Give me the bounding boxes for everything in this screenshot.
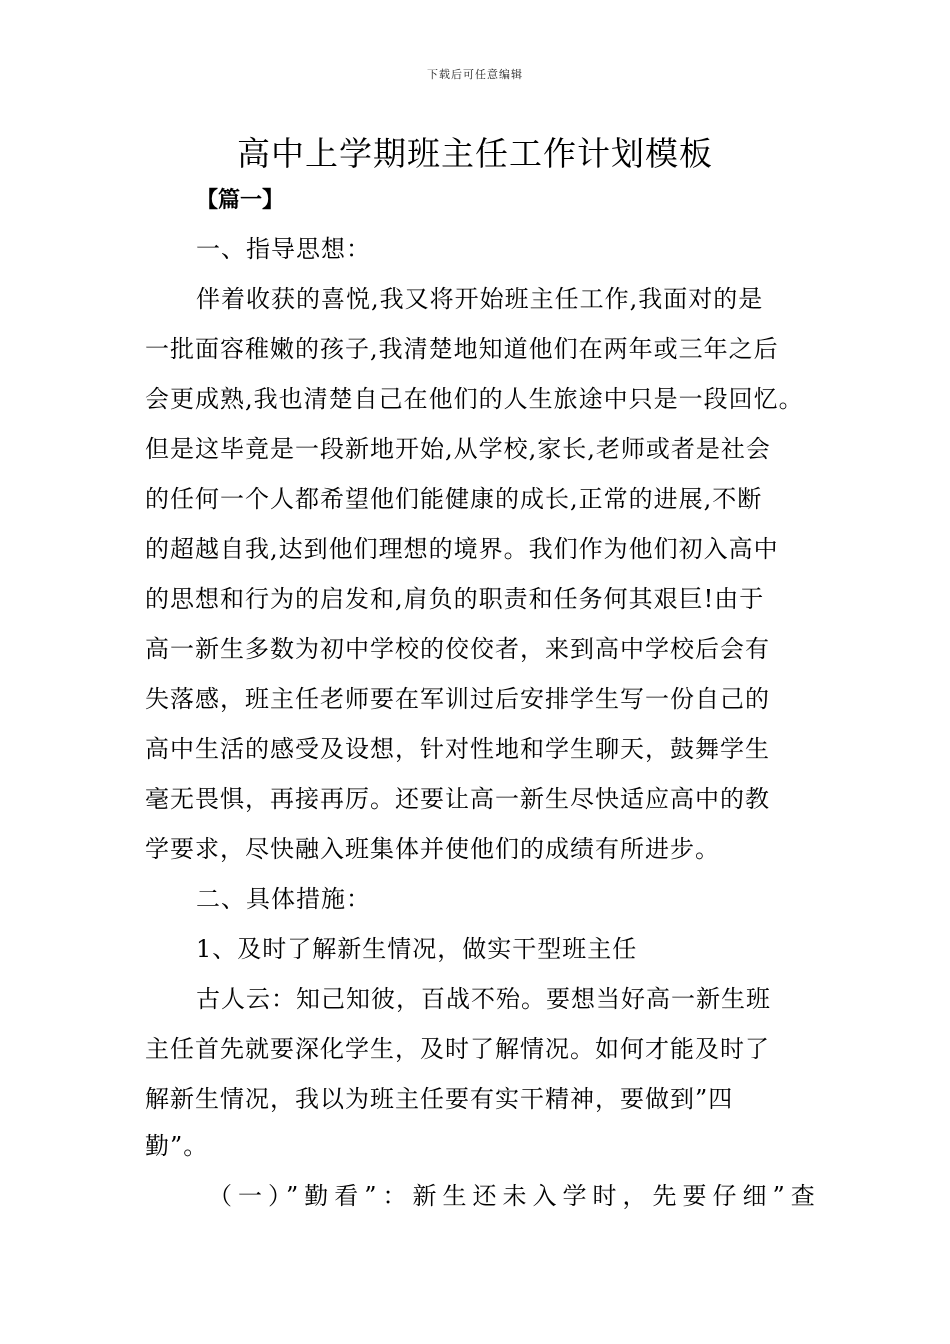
paragraph-line: （一）”勤看”：新生还未入学时，先要仔细”查 [208,1182,821,1210]
paragraph-line: 主任首先就要深化学生，及时了解情况。如何才能及时了 [145,1035,770,1063]
paragraph-line: 学要求，尽快融入班集体并使他们的成绩有所进步。 [145,835,720,863]
heading-guiding-thought: 一、指导思想： [196,235,371,263]
paragraph-line: 高中生活的感受及设想，针对性地和学生聊天，鼓舞学生 [145,735,770,763]
paragraph-line: 的思想和行为的启发和,肩负的职责和任务何其艰巨!由于 [145,585,765,613]
section-tag: 【篇一】 [196,187,285,213]
paragraph-line: 会更成熟,我也清楚自己在他们的人生旅途中只是一段回忆。 [145,385,804,413]
paragraph-line: 高一新生多数为初中学校的佼佼者，来到高中学校后会有 [145,635,770,663]
paragraph-line: 古人云：知己知彼，百战不殆。要想当好高一新生班 [196,985,771,1013]
header-note: 下载后可任意编辑 [427,68,523,81]
subheading-understand-students: 1、及时了解新生情况，做实干型班主任 [196,935,638,963]
heading-specific-measures: 二、具体措施： [196,885,371,913]
paragraph-line: 勤”。 [145,1132,209,1160]
paragraph-line: 伴着收获的喜悦,我又将开始班主任工作,我面对的是 [196,285,764,313]
paragraph-line: 一批面容稚嫩的孩子,我清楚地知道他们在两年或三年之后 [145,335,779,363]
paragraph-line: 解新生情况，我以为班主任要有实干精神，要做到”四 [145,1085,734,1113]
paragraph-line: 但是这毕竟是一段新地开始,从学校,家长,老师或者是社会 [145,435,771,463]
paragraph-line: 失落感，班主任老师要在军训过后安排学生写一份自己的 [145,685,770,713]
paragraph-line: 的任何一个人都希望他们能健康的成长,正常的进展,不断 [145,485,763,513]
paragraph-line: 的超越自我,达到他们理想的境界。我们作为他们初入高中 [145,535,779,563]
paragraph-line: 毫无畏惧，再接再厉。还要让高一新生尽快适应高中的教 [145,785,770,813]
document-title: 高中上学期班主任工作计划模板 [237,134,713,173]
